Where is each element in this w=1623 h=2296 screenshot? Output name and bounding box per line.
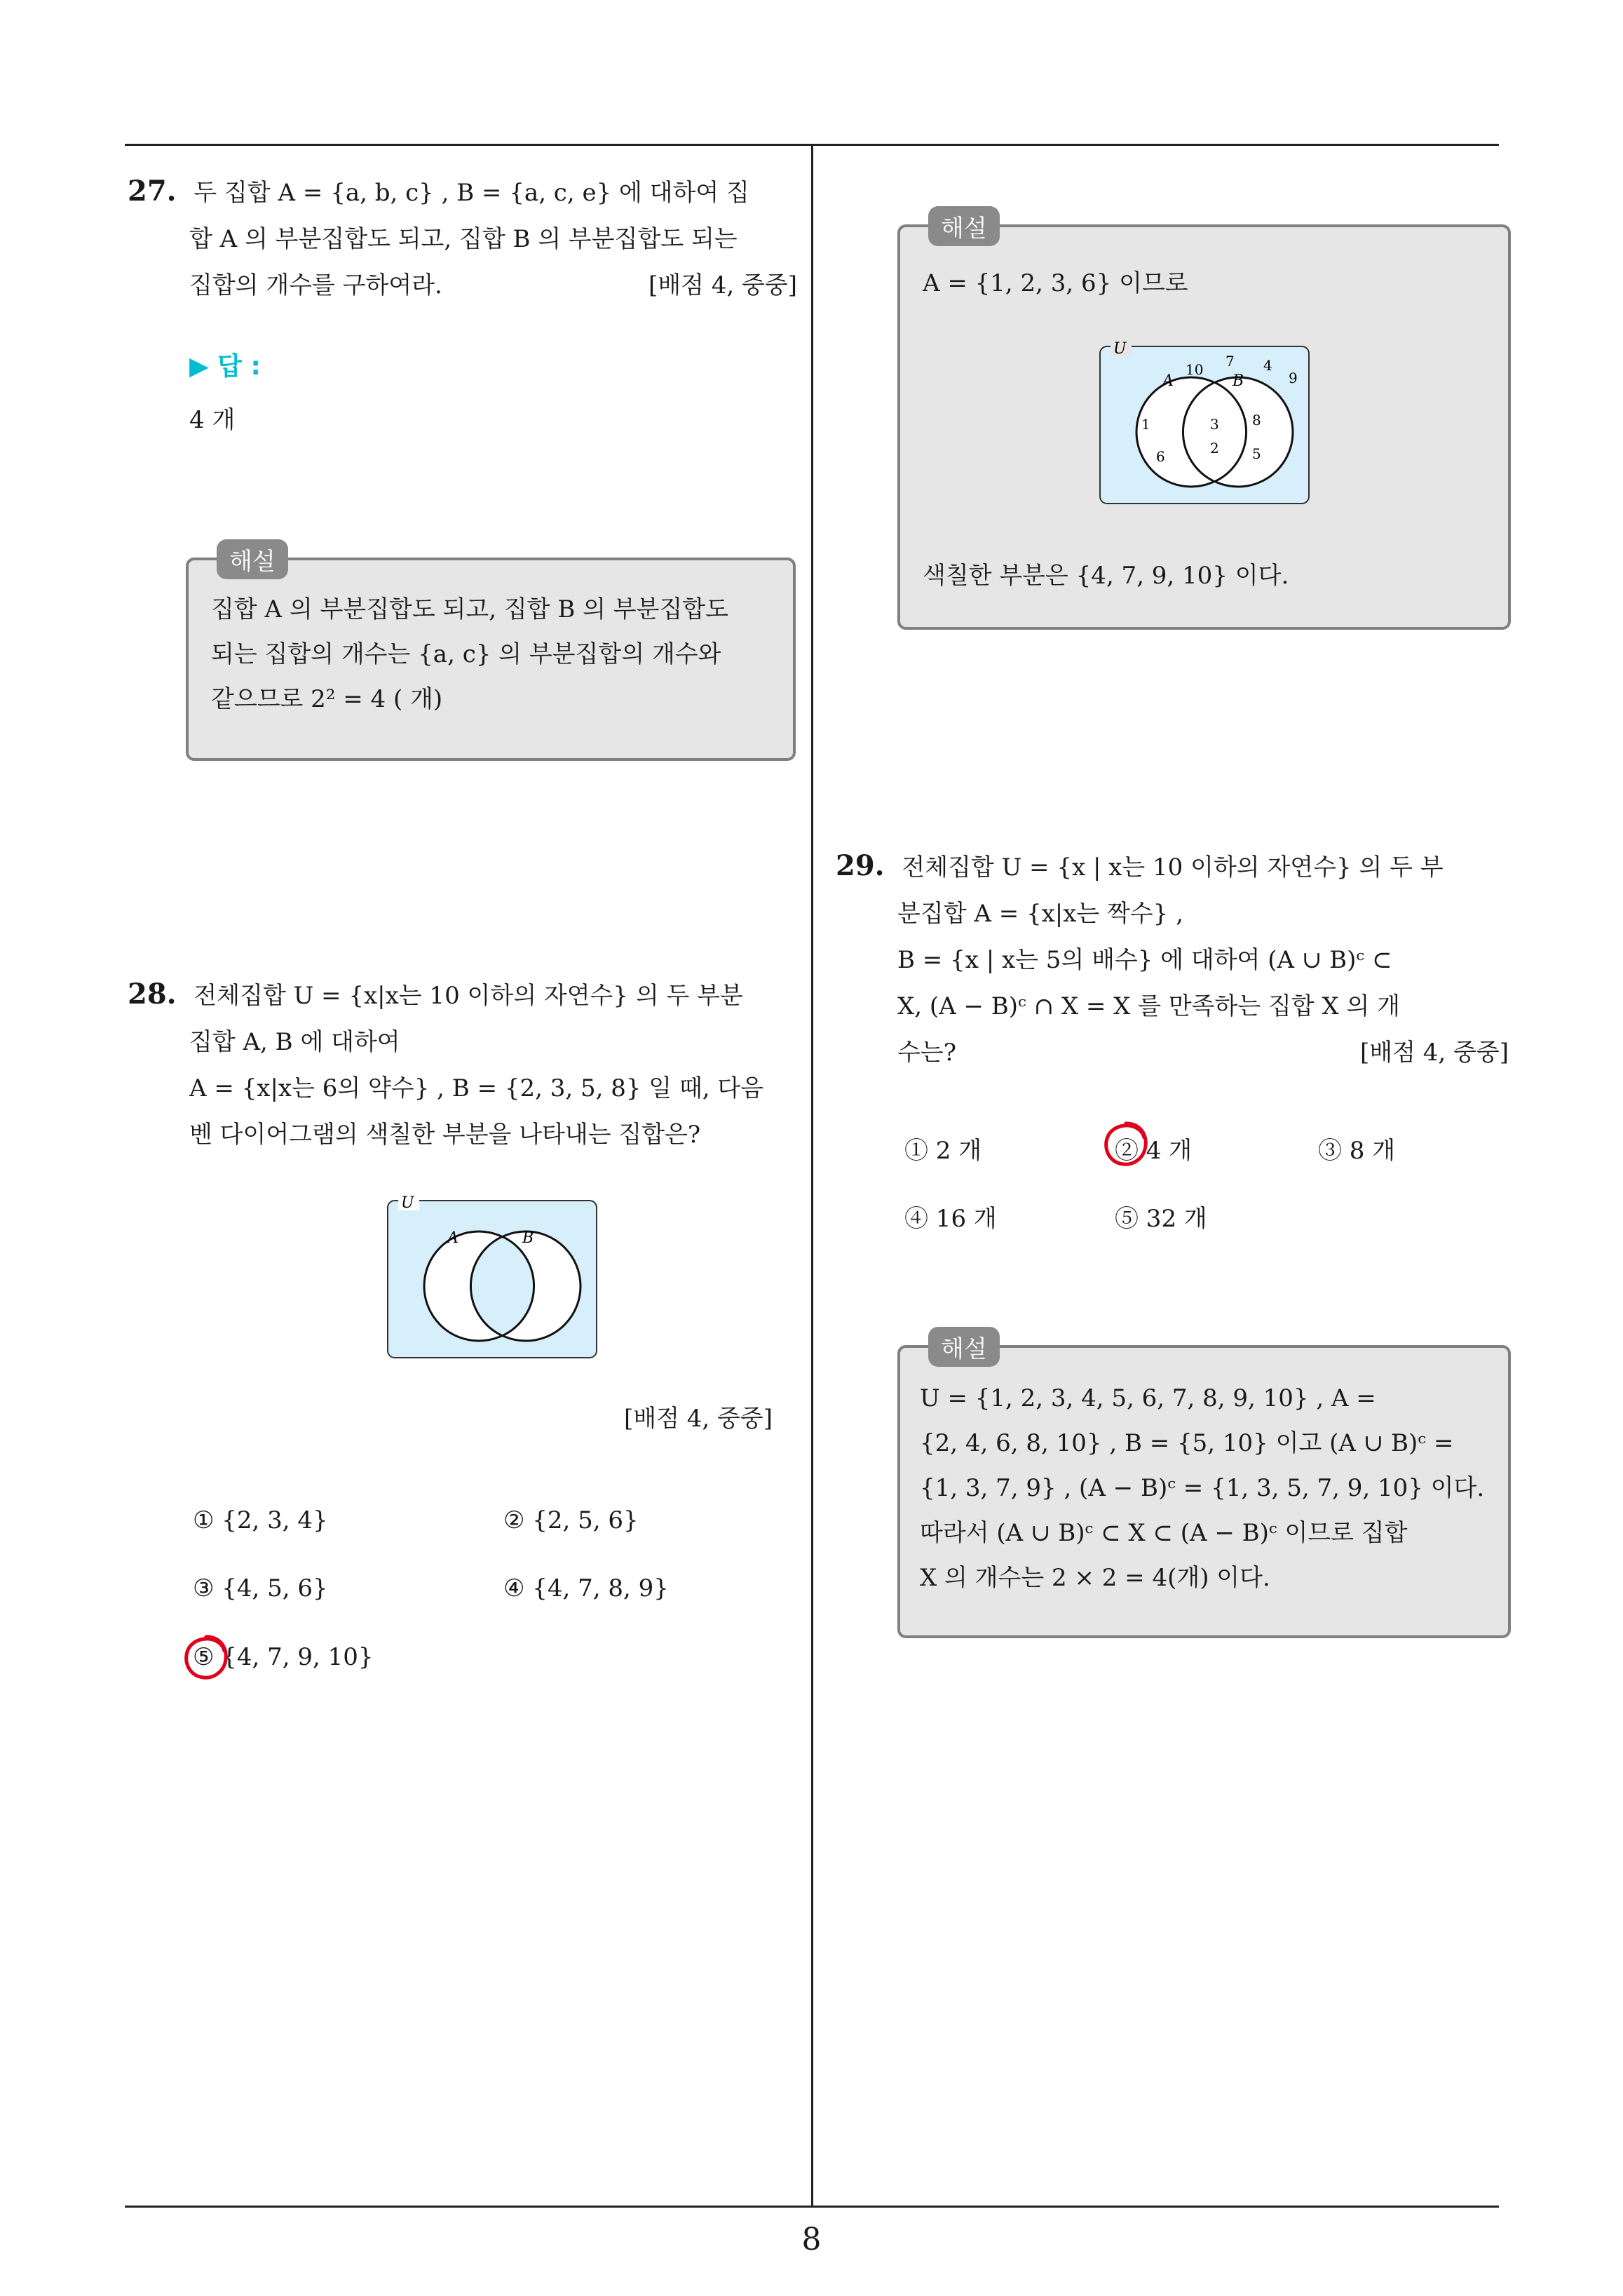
solution-text-line: 같으므로 2² = 4 ( 개) [211,685,443,713]
solution-tag: 해설 [217,539,288,579]
solution-text-line: 집합 A 의 부분집합도 되고, 집합 B 의 부분집합도 [211,595,728,623]
solution-tag: 해설 [928,1327,1000,1367]
column-divider [811,144,813,2206]
question-text-line: 집합의 개수를 구하여라. [189,271,442,299]
solution-text-line: 되는 집합의 개수는 {a, c} 의 부분집합의 개수와 [211,640,721,668]
venn-label-a: A [447,1229,459,1247]
page-number: 8 [801,2222,822,2257]
question-text-line: 두 집합 A = {a, b, c} , B = {a, c, e} 에 대하여 집 [193,179,749,207]
points-label: [배점 4, 중중] [1360,1039,1509,1067]
question-text-line: 분집합 A = {x|x는 짝수} , [897,900,1184,928]
question-text-line: 수는? [897,1039,956,1067]
svg-text:3: 3 [1210,416,1219,433]
question-number: 28. [128,978,177,1011]
question-text-line: 전체집합 U = {x|x는 10 이하의 자연수} 의 두 부분 [193,982,743,1010]
choice-4[interactable]: ④ 16 개 [904,1205,997,1233]
svg-text:6: 6 [1156,448,1165,465]
question-29 [836,843,1509,1076]
svg-text:5: 5 [1252,445,1261,462]
choice-3[interactable]: ③ 8 개 [1318,1137,1396,1165]
venn-label-b: B [522,1229,534,1247]
choice-5[interactable]: ⑤ {4, 7, 9, 10} [193,1643,374,1671]
solution-text-line: X 의 개수는 2 × 2 = 4(개) 이다. [920,1564,1270,1592]
venn-label-u: U [401,1194,414,1212]
svg-text:B: B [1232,372,1244,390]
question-27 [128,168,797,443]
choice-1[interactable]: ① {2, 3, 4} [193,1506,328,1534]
answer-value: 4 개 [189,406,236,434]
question-text-line: 집합 A, B 에 대하여 [189,1028,400,1056]
points-label: [배점 4, 중중] [624,1405,773,1433]
question-text-line: A = {x|x는 6의 약수} , B = {2, 3, 5, 8} 일 때, 다음 [189,1074,764,1102]
solution-text-line: U = {1, 2, 3, 4, 5, 6, 7, 8, 9, 10} , A = [920,1384,1376,1412]
solution-text-line: 색칠한 부분은 {4, 7, 9, 10} 이다. [923,562,1289,590]
question-text-line: X, (A − B)ᶜ ∩ X = X 를 만족하는 집합 X 의 개 [897,992,1401,1020]
selected-answer-mark [1101,1119,1151,1170]
solution-box-28 [897,215,1511,630]
choice-5[interactable]: ⑤ 32 개 [1115,1205,1207,1233]
choice-3[interactable]: ③ {4, 5, 6} [193,1574,328,1602]
solution-venn-diagram [1098,338,1312,506]
venn-diagram-28 [386,1192,599,1360]
question-text-line: 벤 다이어그램의 색칠한 부분을 나타내는 집합은? [189,1121,701,1149]
choice-4[interactable]: ④ {4, 7, 8, 9} [503,1574,669,1602]
solution-text-line: A = {1, 2, 3, 6} 이므로 [923,269,1188,297]
solution-text-line: {2, 4, 6, 8, 10} , B = {5, 10} 이고 (A ∪ B)ᶜ = [920,1429,1454,1457]
choice-2[interactable]: ② 4 개 [1115,1137,1193,1165]
solution-box-27 [186,548,796,761]
svg-text:U: U [1113,340,1127,358]
choice-1[interactable]: ① 2 개 [904,1137,982,1165]
svg-text:8: 8 [1252,412,1261,428]
svg-text:7: 7 [1225,353,1235,370]
bottom-rule [125,2206,1499,2208]
question-text-line: 합 A 의 부분집합도 되고, 집합 B 의 부분집합도 되는 [189,225,738,253]
selected-answer-mark [181,1633,231,1683]
svg-text:4: 4 [1263,357,1272,374]
svg-text:A: A [1162,372,1174,390]
solution-box-29 [897,1335,1511,1638]
question-text-line: B = {x | x는 5의 배수} 에 대하여 (A ∪ B)ᶜ ⊂ [897,946,1392,974]
svg-text:9: 9 [1289,370,1298,386]
question-number: 27. [128,175,177,208]
question-number: 29. [836,849,885,882]
solution-text-line: 따라서 (A ∪ B)ᶜ ⊂ X ⊂ (A − B)ᶜ 이므로 집합 [920,1519,1408,1547]
solution-text-line: {1, 3, 7, 9} , (A − B)ᶜ = {1, 3, 5, 7, 9, 10} 이다. [920,1474,1485,1502]
points-label: [배점 4, 중중] [648,271,797,299]
svg-text:10: 10 [1186,361,1204,378]
answer-label: ▶ 답 : [189,352,261,381]
question-28 [128,971,797,1158]
svg-text:2: 2 [1210,440,1219,457]
choice-2[interactable]: ② {2, 5, 6} [503,1506,639,1534]
svg-text:1: 1 [1141,416,1150,433]
solution-tag: 해설 [928,206,1000,246]
question-text-line: 전체집합 U = {x | x는 10 이하의 자연수} 의 두 부 [902,853,1444,882]
